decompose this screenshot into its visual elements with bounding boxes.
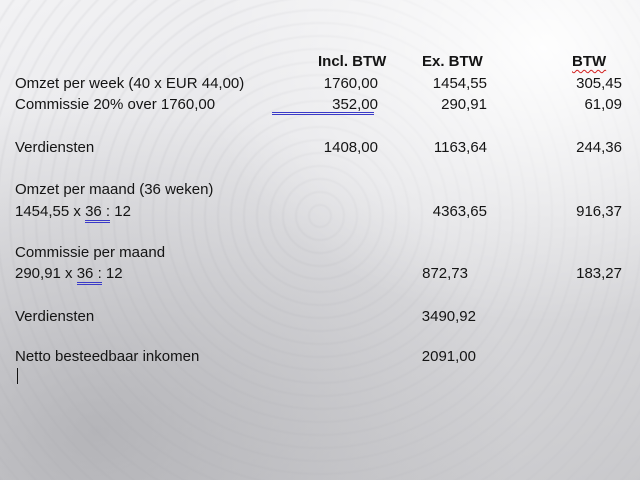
calc-prefix: 1454,55 x: [15, 203, 86, 220]
calc-suffix: 12: [110, 203, 131, 220]
verdiensten-incl: 1408,00: [323, 139, 378, 156]
commissie-ex: 290,91: [441, 96, 487, 113]
header-ex-btw: Ex. BTW: [422, 53, 483, 70]
label-commissie: Commissie 20% over 1760,00: [15, 96, 216, 113]
text-cursor[interactable]: [17, 368, 18, 384]
omzet-maand-calculation: [15, 203, 131, 221]
verdiensten-ex: 1163,64: [433, 139, 487, 156]
verdiensten-maand-ex: 3490,92: [421, 308, 476, 325]
verdiensten-btw: 244,36: [576, 139, 622, 156]
header-btw: BTW: [572, 53, 607, 70]
label-verdiensten: Verdiensten: [15, 139, 95, 156]
commissie-maand-ex: 872,73: [422, 265, 468, 282]
omzet-week-incl: 1760,00: [323, 75, 378, 92]
commissie-maand-calculation: [15, 265, 123, 283]
label-netto-besteedbaar-inkomen: Netto besteedbaar inkomen: [15, 348, 200, 365]
commissie-incl: 352,00: [332, 96, 378, 113]
omzet-maand-btw: 916,37: [576, 203, 622, 220]
commissie-btw: 61,09: [584, 96, 622, 113]
label-commissie-per-maand: Commissie per maand: [15, 244, 166, 261]
calc-suffix: 12: [101, 265, 123, 282]
omzet-maand-ex: 4363,65: [432, 203, 487, 220]
commissie-maand-btw: 183,27: [576, 265, 622, 282]
omzet-week-btw: 305,45: [576, 75, 622, 92]
header-incl-btw: Incl. BTW: [318, 53, 387, 70]
label-omzet-per-maand: Omzet per maand (36 weken): [15, 181, 214, 198]
calc-prefix: 290,91 x: [15, 265, 77, 282]
netto-ex: 2091,00: [421, 348, 476, 365]
calc-underlined: 36 :: [85, 203, 110, 223]
omzet-week-ex: 1454,55: [432, 75, 487, 92]
calc-underlined: 36 :: [77, 265, 102, 285]
label-verdiensten-maand: Verdiensten: [15, 308, 95, 325]
label-omzet-per-week: Omzet per week (40 x EUR 44,00): [15, 75, 245, 92]
